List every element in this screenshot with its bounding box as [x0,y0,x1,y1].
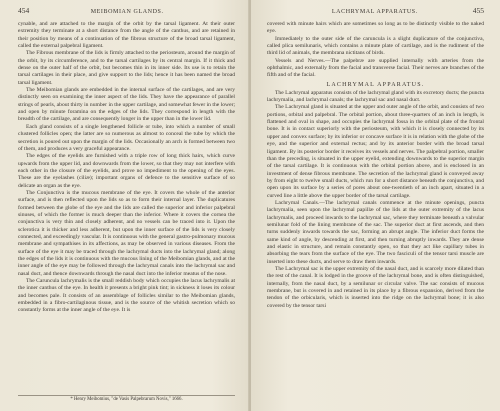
left-running-head: MEIBOMIAN GLANDS. [90,9,164,15]
left-running-header [18,6,235,19]
right-page-content [267,6,484,405]
left-page [0,0,249,411]
paragraph: The Fibrous membrane of the lids is firmly attached to the periosteum, around the margin of the orbit, by its circumference, and to the tarsal cartilages by its central margin. If it thick and dense on the outer half of the orbit, but becomes thin in its inner side. Its use is to retain the tarsal cartilages in their place, and give support to the lids; hence it has been named the broad tarsal ligament. [18,50,235,86]
paragraph: Immediately to the outer side of the caruncula is a slight duplicature of the conjunctiva, called plica semilunaris, which contains a minute plate of cartilage, and is the rudiment of the third lid of animals, the membrana nictitans of birds. [267,35,484,57]
paragraph: The Caruncula lachrymalis is the small reddish body which occupies the lacus lachrymalis at the inner canthus of the eye. In health it presents a bright pink tint; in sickness it loses its colour and becomes pale. It consists of an assemblage of follicles similar to the Meibomian glands, embedded in a fibro-cartilaginous tissue, and is the source of the whitish secretion which so constantly forms at the inner angle of the eye. It is [18,278,235,314]
paragraph: The Conjunctiva is the mucous membrane of the eye. It covers the whole of the anterior surface, and is then reflected upon the lids so as to form their internal layer. The duplicatures formed between the globe of the eye and the lids are called the superior and inferior palpebral sinuses, of which the former is much deeper than the inferior. Where it covers the cornea the conjunctiva is very thin and closely adherent, and no vessels can be traced into it. Upon the sclerotica it is thicker and less adherent, but upon the inner surface of the lids is very closely connected, and exceedingly vascular. It is continuous with the general gastro-pulmonary mucous membrane and sympathises in its affections, as may be observed in various diseases. From the surface of the eye it may be traced through the lachrymal ducts into the lachrymal gland; along the edges of the lids it is continuous with the mucous lining of the Meibomian glands, and at the inner angle of the eye may be followed through the lachrymal canals into the lachrymal sac and nasal duct, and thence downwards through the nasal duct into the inferior meatus of the nose. [18,189,235,277]
paragraph: The Lachrymal sac is the upper extremity of the nasal duct, and is scarcely more dilated than the rest of the canal. It is lodged in the groove of the lachrymal bone, and is often distinguished, internally, from the nasal duct, by a semilunar or circular valve. The sac consists of mucous membrane, but is covered in and retained in its place by a fibrous expansion, derived from the tendon of the orbicularis, which is inserted into the ridge on the lachrymal bone; it is also covered by the tensor tarsi [267,266,484,309]
paragraph: Each gland consists of a single lengthened follicle or tube, into which a number of small clustered follicles open; the latter are so numerous as almost to conceal the tube by which the secretion is poured out upon the margin of the lids. Occasionally an arch is formed between two of them, and produces a very graceful appearance. [18,123,235,152]
paragraph: The Lachrymal gland is situated at the upper and outer angle of the orbit, and consists of two portions, orbital and palpebral. The orbital portion, about three-quarters of an inch in length, is flattened and oval in shape, and occupies the lachrymal fossa in the orbital plate of the frontal bone. It is in contact superiorly with the periosteum, with which it is closely connected by its upper and convex surface; by its inferior or concave surface it is in relation with the globe of the eye, and the superior and external rectus; and by its anterior border with the broad tarsal ligament. By its posterior border it receives its vessels and nerves. The palpebral portion, smaller than the preceding, is situated in the upper eyelid, extending downwards to the superior margin of the tarsal cartilage. It is continuous with the orbital portion above, and is enclosed in an investment of dense fibrous membrane. The secretion of the lachrymal gland is conveyed away by from eight to twelve small ducts, which run for a short distance beneath the conjunctiva, and open upon its surface by a series of pores about one-twentieth of an inch apart, situated in a curved line a little above the upper border of the tarsal cartilage. [267,104,484,199]
paragraph: cynable, and are attached to the margin of the orbit by the tarsal ligament. At their outer extremity they terminate at a short distance from the angle of the canthus, and are retained in their position by means of a continuation of the fibrous structure of the broad tarsal ligament, called the external palpebral ligament. [18,21,235,50]
paragraph: covered with minute hairs which are sometimes so long as to be distinctly visible to the naked eye. [267,21,484,35]
section-title: LACHRYMAL APPARATUS. [326,81,425,88]
paragraph: The Lachrymal apparatus consists of the lachrymal gland with its excretory ducts; the puncta lachrymalia, and lachrymal canals; the lachrymal sac and nasal duct. [267,89,484,104]
right-body-text-after [267,90,484,310]
paragraph: Vessels and Nerves.—The palpebræ are supplied internally with arteries from the ophthalmic, and externally from the facial and transverse facial. Their nerves are branches of the fifth and of the facial. [267,57,484,79]
right-running-header [267,6,484,19]
right-page-number: 455 [472,6,484,15]
left-page-content [18,6,235,405]
left-body-text [18,21,235,315]
right-page [251,0,500,411]
paragraph: The edges of the eyelids are furnished with a triple row of long thick hairs, which curve upwards from the upper lid, and downwards from the lower, so that they may not interfere with each other in the closure of the eyelids, and prove no impediment to the opening of the eyes. These are the eyelashes (ciliæ); important organs of defence to the sensitive surface of so delicate an organ as the eye. [18,153,235,189]
paragraph: The Meibomian glands are embedded in the internal surface of the cartilages, and are very distinctly seen on examining the inner aspect of the lids. They have the appearance of parallel strings of pearls, about thirty in number in the upper cartilage, and somewhat fewer in the lower; and open by minute foramina on the edges of the lids. They correspond in length with the breadth of the cartilage, and are consequently longer in the upper than in the lower lid. [18,87,235,123]
left-footnote: * Henry Meibomius, "de Vasis Palpebrarum Novis," 1666. [18,395,235,403]
paragraph: Lachrymal Canals.—The lachrymal canals commence at the minute openings, puncta lachrymalia, seen upon the lachrymal papillæ of the lids at the outer extremity of the lacus lachrymalis, and proceed inwards to the lachrymal sac, where they terminate beneath a valvular semilunar fold of the lining membrane of the sac. The superior duct at first ascends, and then turns suddenly inwards towards the sac, forming an abrupt angle. The inferior duct forms the same kind of angle, by descending at first, and then turning abruptly inwards. They are dense and elastic in structure, and remain constantly open, so that they act like capillary tubes in absorbing the tears from the surface of the eye. The two fasciculi of the tensor tarsi muscle are inserted into these ducts, and serve to draw them inwards. [267,199,484,265]
left-page-number: 454 [18,6,30,15]
right-body-text-before [267,21,484,80]
right-running-head: LACHRYMAL APPARATUS. [331,9,418,15]
